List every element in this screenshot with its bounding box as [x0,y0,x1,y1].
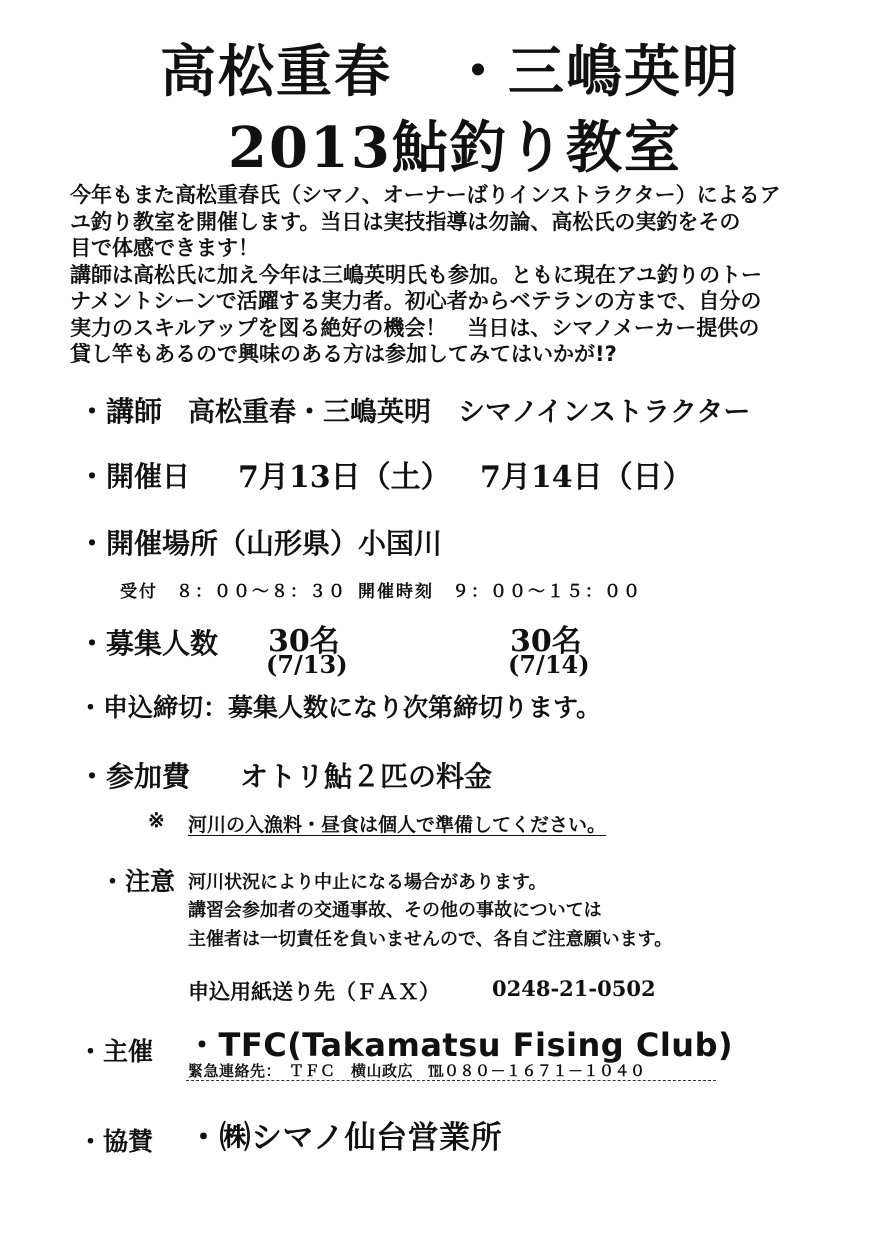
date-day-2: 7月14日（日） [480,460,693,495]
fax-label: 申込用紙送り先（ＦＡＸ） [188,979,440,1004]
date-label: ・開催日 [78,460,191,493]
capacity-count-1: 30名 [268,624,340,659]
organizer-contact: 緊急連絡先： ＴＦＣ 横山政広 ℡０８０－１６７１－１０４０ [188,1062,646,1080]
caution-label: ・注意 [100,867,176,896]
intro-line: 今年もまた高松重春氏（シマノ、オーナーばりインストラクター）によるア [70,183,781,207]
title-line-1: 高松重春 ・三嶋英明 [160,39,740,105]
intro-line: 目で体感できます！ [70,236,259,260]
intro-line: 貸し竿もあるので興味のある方は参加してみてはいかが!? [70,342,617,366]
event-time-label: 開催時刻 [358,582,434,602]
fee-note-text: 河川の入漁料・昼食は個人で準備してください。 [188,814,607,836]
lecturer-value: 高松重春・三嶋英明 シマノインストラクター [188,397,751,428]
caution-line: 講習会参加者の交通事故、その他の事故については [188,900,602,921]
intro-line: 実力のスキルアップを図る絶好の機会！ 当日は、シマノメーカー提供の [70,315,760,340]
lecturer-label: ・講師 [78,395,163,428]
capacity-date-1: (7/13) [266,650,348,679]
intro-paragraph [70,182,830,368]
capacity-label: ・募集人数 [78,627,219,660]
venue-label: ・開催場所（山形県）小国川 [78,527,443,560]
sponsor-name: ・㈱シマノ仙台営業所 [188,1120,503,1156]
title-line-2: 2013鮎釣り教室 [228,115,682,181]
event-time-value: ９：００～１５：００ [452,582,642,602]
organizer-name: ・TFC(Takamatsu Fising Club) [186,1026,734,1064]
capacity-count-2: 30名 [510,624,582,659]
fee-label: ・参加費 [78,760,191,793]
date-day-1: 7月13日（土） [238,460,451,495]
caution-line: 河川状況により中止になる場合があります。 [188,872,547,893]
reception-time: ８：００～８：３０ [176,582,347,602]
capacity-date-2: (7/14) [508,650,590,679]
organizer-divider [186,1080,716,1081]
fee-note-mark: ※ [148,808,165,832]
fax-number: 0248-21-0502 [492,976,656,1001]
reception-label: 受付 [120,582,158,602]
fee-value: オトリ鮎２匹の料金 [240,760,493,793]
organizer-label: ・主催 [78,1037,154,1066]
intro-line: ナメントシーンで活躍する実力者。初心者からベテランの方まで、自分の [70,289,762,313]
deadline-text: ・申込締切：募集人数になり次第締切ります。 [78,693,602,722]
sponsor-label: ・協賛 [78,1127,154,1156]
caution-line: 主催者は一切責任を負いませんので、各自ご注意願います。 [188,929,673,950]
intro-line: 講師は高松氏に加え今年は三嶋英明氏も参加。ともに現在アユ釣りのトー [70,262,762,287]
intro-line: ユ釣り教室を開催します。当日は実技指導は勿論、高松氏の実釣をその [70,209,741,234]
